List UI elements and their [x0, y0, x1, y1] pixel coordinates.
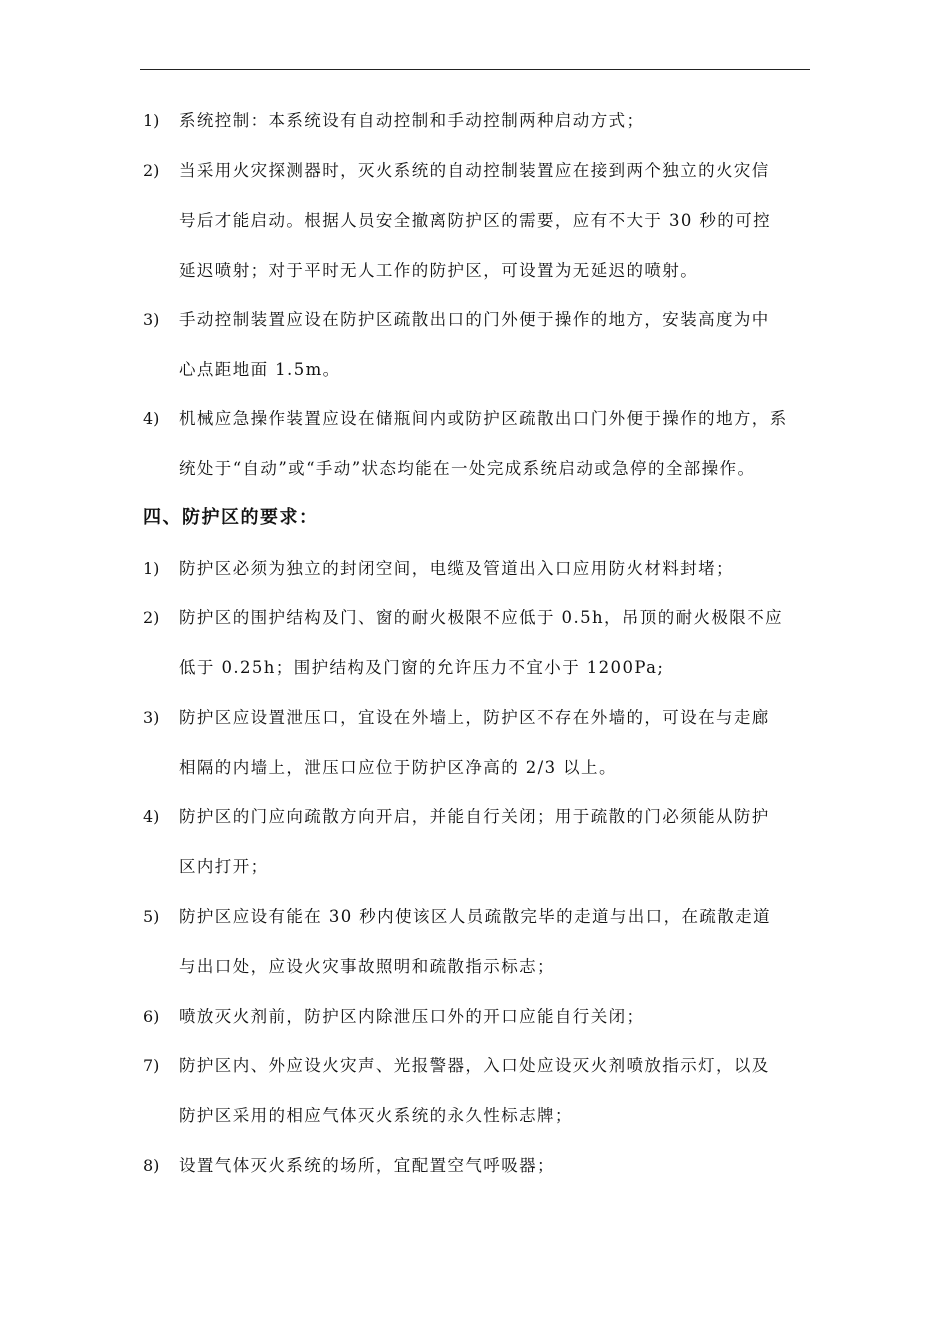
item-text: 低于 0.25h；围护结构及门窗的允许压力不宜小于 1200Pa; [179, 658, 665, 677]
item-text: 防护区必须为独立的封闭空间，电缆及管道出入口应用防火材料封堵； [179, 559, 734, 578]
item-text: 相隔的内墙上，泄压口应位于防护区净高的 2/3 以上。 [179, 758, 617, 777]
item-number: 2) [143, 161, 160, 180]
item-text: 防护区应设置泄压口，宜设在外墙上，防护区不存在外墙的，可设在与走廊 [179, 708, 770, 727]
item-text: 延迟喷射；对于平时无人工作的防护区，可设置为无延迟的喷射。 [179, 261, 699, 280]
item-text: 防护区应设有能在 30 秒内使该区人员疏散完毕的走道与出口，在疏散走道 [179, 907, 771, 926]
item-text: 当采用火灾探测器时，灭火系统的自动控制装置应在接到两个独立的火灾信 [179, 161, 770, 180]
item-number: 6) [143, 1007, 160, 1026]
item-text: 防护区内、外应设火灾声、光报警器，入口处应设灭火剂喷放指示灯，以及 [179, 1056, 770, 1075]
item-number: 4) [143, 807, 160, 826]
item-text: 号后才能启动。根据人员安全撤离防护区的需要，应有不大于 30 秒的可控 [179, 211, 771, 230]
item-number: 4) [143, 409, 160, 428]
header-rule [140, 69, 810, 70]
item-text: 手动控制装置应设在防护区疏散出口的门外便于操作的地方，安装高度为中 [179, 310, 770, 329]
item-number: 3) [143, 708, 160, 727]
item-text: 心点距地面 1.5m。 [179, 360, 341, 379]
item-text: 设置气体灭火系统的场所，宜配置空气呼吸器； [179, 1156, 555, 1175]
item-text: 与出口处，应设火灾事故照明和疏散指示标志； [179, 957, 555, 976]
item-number: 5) [143, 907, 160, 926]
item-text: 统处于“自动”或“手动”状态均能在一处完成系统启动或急停的全部操作。 [179, 459, 756, 478]
item-number: 1) [143, 559, 160, 578]
section-heading: 四、防护区的要求： [143, 507, 319, 528]
item-number: 7) [143, 1056, 160, 1075]
item-text: 防护区采用的相应气体灭火系统的永久性标志牌； [179, 1106, 573, 1125]
item-text: 机械应急操作装置应设在储瓶间内或防护区疏散出口门外便于操作的地方，系 [179, 409, 788, 428]
item-text: 防护区的门应向疏散方向开启，并能自行关闭；用于疏散的门必须能从防护 [179, 807, 770, 826]
item-number: 3) [143, 310, 160, 329]
item-text: 喷放灭火剂前，防护区内除泄压口外的开口应能自行关闭； [179, 1007, 645, 1026]
item-number: 8) [143, 1156, 160, 1175]
item-number: 2) [143, 608, 160, 627]
item-text: 防护区的围护结构及门、窗的耐火极限不应低于 0.5h，吊顶的耐火极限不应 [179, 608, 784, 627]
item-text: 系统控制：本系统设有自动控制和手动控制两种启动方式； [179, 111, 645, 130]
item-number: 1) [143, 111, 160, 130]
item-text: 区内打开； [179, 857, 269, 876]
